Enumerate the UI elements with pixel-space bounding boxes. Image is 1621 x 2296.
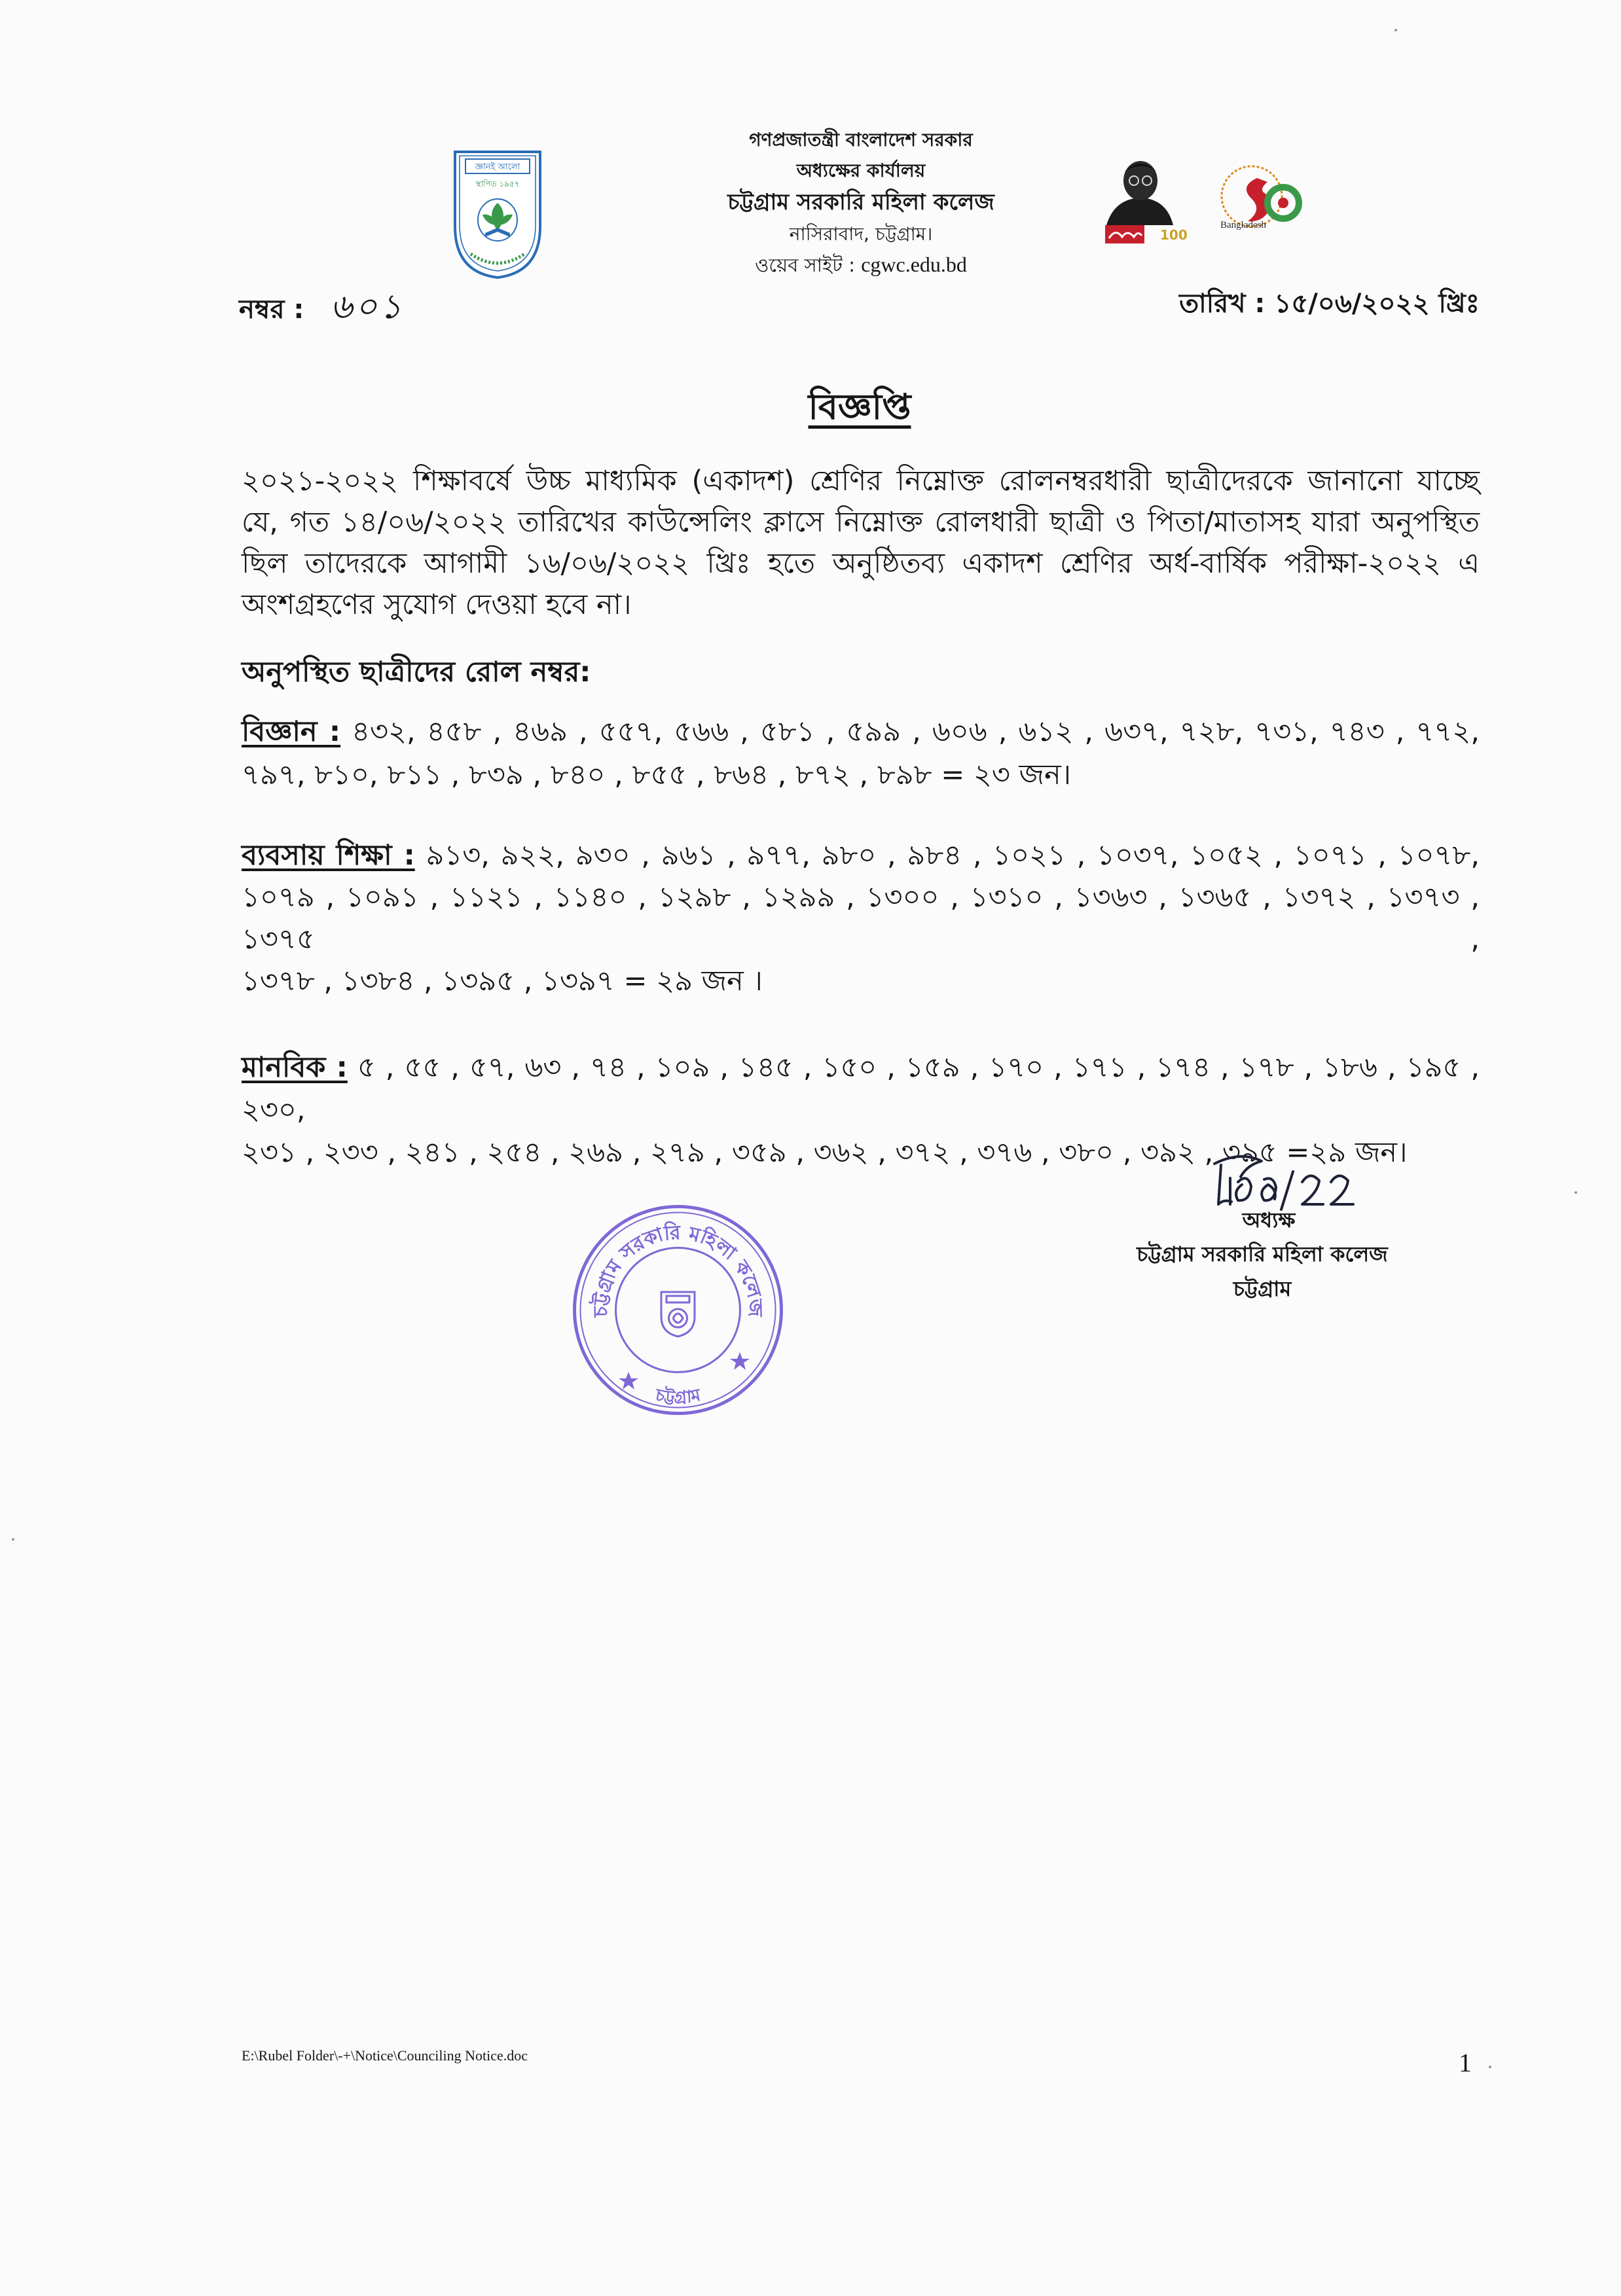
- logo-motto: জ্ঞানই আলো: [475, 162, 520, 172]
- paragraph-line: ২০২১-২০২২ শিক্ষাবর্ষে উচ্চ মাধ্যমিক (একাদশ) শ্রেণির নিম্নোক্ত রোলনম্বরধারী ছাত্রীদেরকে জানানো যাচ্ছে: [242, 465, 1480, 497]
- roll-numbers: ২৩১ , ২৩৩ , ২৪১ , ২৫৪ , ২৬৯ , ২৭৯ , ৩৫৯ , ৩৬২ , ৩৭২ , ৩৭৬ , ৩৮০ , ৩৯২ , ৩৯৫ =২৯ জন।: [242, 1136, 1408, 1169]
- seal-bottom-text: চট্টগ্রাম: [653, 1385, 702, 1408]
- star-icon: [730, 1352, 750, 1370]
- roll-numbers: ৭৯৭, ৮১০, ৮১১ , ৮৩৯ , ৮৪০ , ৮৫৫ , ৮৬৪ , ৮৭২ , ৮৯৮ = ২৩ জন।: [242, 759, 1071, 791]
- group-label: বিজ্ঞান :: [242, 715, 341, 748]
- notice-title: বিজ্ঞপ্তি: [808, 386, 911, 427]
- page-number: 1: [1459, 2048, 1472, 2077]
- svg-text:চট্টগ্রাম: [653, 1385, 703, 1408]
- website-url: cgwc.edu.bd: [861, 253, 967, 276]
- website-label: ওয়েব সাইট :: [755, 254, 855, 276]
- paragraph-line: ছিল তাদেরকে আগামী ১৬/০৬/২০২২ খ্রিঃ হতে অনুষ্ঠিতব্য একাদশ শ্রেণির অর্ধ-বার্ষিক পরীক্ষা-২০২২ এ: [242, 547, 1480, 580]
- paragraph-line: অংশগ্রহণের সুযোগ দেওয়া হবে না।: [242, 588, 632, 621]
- seal-emblem-icon: [661, 1292, 695, 1336]
- letterhead: [632, 124, 1090, 280]
- address-line: নাসিরাবাদ, চট্টগ্রাম।: [789, 223, 933, 245]
- file-path-footer: E:\Rubel Folder\-+\Notice\Counciling Notice.doc: [242, 2047, 528, 2064]
- notice-body: [242, 461, 1480, 1169]
- signatory-institution: চট্টগ্রাম সরকারি মহিলা কলেজ: [1137, 1242, 1388, 1266]
- office-line: অধ্যক্ষের কার্যালয়: [796, 160, 926, 181]
- mujib-logo-number: 100: [1160, 227, 1188, 243]
- scan-speck: [1489, 2066, 1491, 2068]
- roll-numbers: ৪৩২, ৪৫৮ , ৪৬৯ , ৫৫৭, ৫৬৬ , ৫৮১ , ৫৯৯ , ৬০৬ , ৬১২ , ৬৩৭, ৭২৮, ৭৩১, ৭৪৩ , ৭৭২,: [352, 715, 1480, 748]
- roll-line: [242, 834, 1480, 876]
- bangladesh-50-logo-icon: [1222, 166, 1299, 226]
- scan-speck: [1394, 29, 1397, 31]
- roll-numbers: ৯১৩, ৯২২, ৯৩০ , ৯৬১ , ৯৭৭, ৯৮০ , ৯৮৪ , ১০২১ , ১০৩৭, ১০৫২ , ১০৭১ , ১০৭৮,: [426, 839, 1480, 872]
- anniversary-logos: [1100, 152, 1342, 247]
- roll-line: [242, 753, 1480, 797]
- roll-numbers: ৫ , ৫৫ , ৫৭, ৬৩ , ৭৪ , ১০৯ , ১৪৫ , ১৫০ , ১৫৯ , ১৭০ , ১৭১ , ১৭৪ , ১৭৮ , ১৮৬ , ১৯৫ , ২৩০,: [242, 1051, 1480, 1126]
- roll-numbers: ১৩৭৮ , ১৩৮৪ , ১৩৯৫ , ১৩৯৭ = ২৯ জন ।: [242, 965, 763, 997]
- website-line: [632, 249, 1090, 280]
- roll-line: [242, 710, 1480, 753]
- logo-established: স্থাপিত ১৯৫৭: [475, 179, 520, 188]
- date-label: তারিখ :: [1179, 289, 1266, 319]
- notice-date: [1021, 283, 1480, 327]
- scan-speck: [12, 1538, 14, 1541]
- roll-line: [242, 960, 1480, 1002]
- reference-value: ৬০১: [330, 287, 405, 327]
- roll-line: [242, 1047, 1480, 1132]
- group-label: মানবিক :: [242, 1051, 348, 1084]
- absent-roll-heading: অনুপস্থিত ছাত্রীদের রোল নম্বর:: [242, 656, 591, 689]
- scan-speck: [1575, 1191, 1577, 1194]
- date-value: ১৫/০৬/২০২২ খ্রিঃ: [1274, 289, 1480, 319]
- paragraph-line: যে, গত ১৪/০৬/২০২২ তারিখের কাউন্সেলিং ক্লাসে নিম্নোক্ত রোলধারী ছাত্রী ও পিতা/মাতাসহ যারা অনুপস্থিত: [242, 506, 1480, 539]
- seal-ring-text: চট্টগ্রাম সরকারি মহিলা কলেজ: [589, 1221, 767, 1318]
- group-business-studies: [242, 834, 1480, 1002]
- roll-line: [242, 876, 1480, 960]
- government-line: গণপ্রজাতন্ত্রী বাংলাদেশ সরকার: [749, 129, 973, 151]
- notice-paragraph: [242, 461, 1480, 626]
- star-icon: [619, 1372, 638, 1390]
- roll-numbers: ১০৭৯ , ১০৯১ , ১১২১ , ১১৪০ , ১২৯৮ , ১২৯৯ , ১৩০০ , ১৩১০ , ১৩৬৩ , ১৩৬৫ , ১৩৭২ , ১৩৭৩ , ১৩৭৫ ,: [242, 881, 1480, 956]
- reference-label: নম্বর :: [239, 295, 304, 325]
- college-seal-stamp: [568, 1200, 788, 1420]
- anniversary-logo-label: Bangladesh: [1220, 220, 1266, 230]
- group-science: [242, 710, 1480, 797]
- signatory-title: অধ্যক্ষ: [1242, 1208, 1296, 1232]
- group-label: ব্যবসায় শিক্ষা :: [242, 839, 415, 872]
- signatory-block: [1099, 1203, 1426, 1306]
- college-logo: [451, 149, 544, 280]
- signatory-place: চট্টগ্রাম: [1233, 1276, 1292, 1301]
- college-name: চট্টগ্রাম সরকারি মহিলা কলেজ: [727, 189, 994, 215]
- reference-number: [239, 280, 405, 337]
